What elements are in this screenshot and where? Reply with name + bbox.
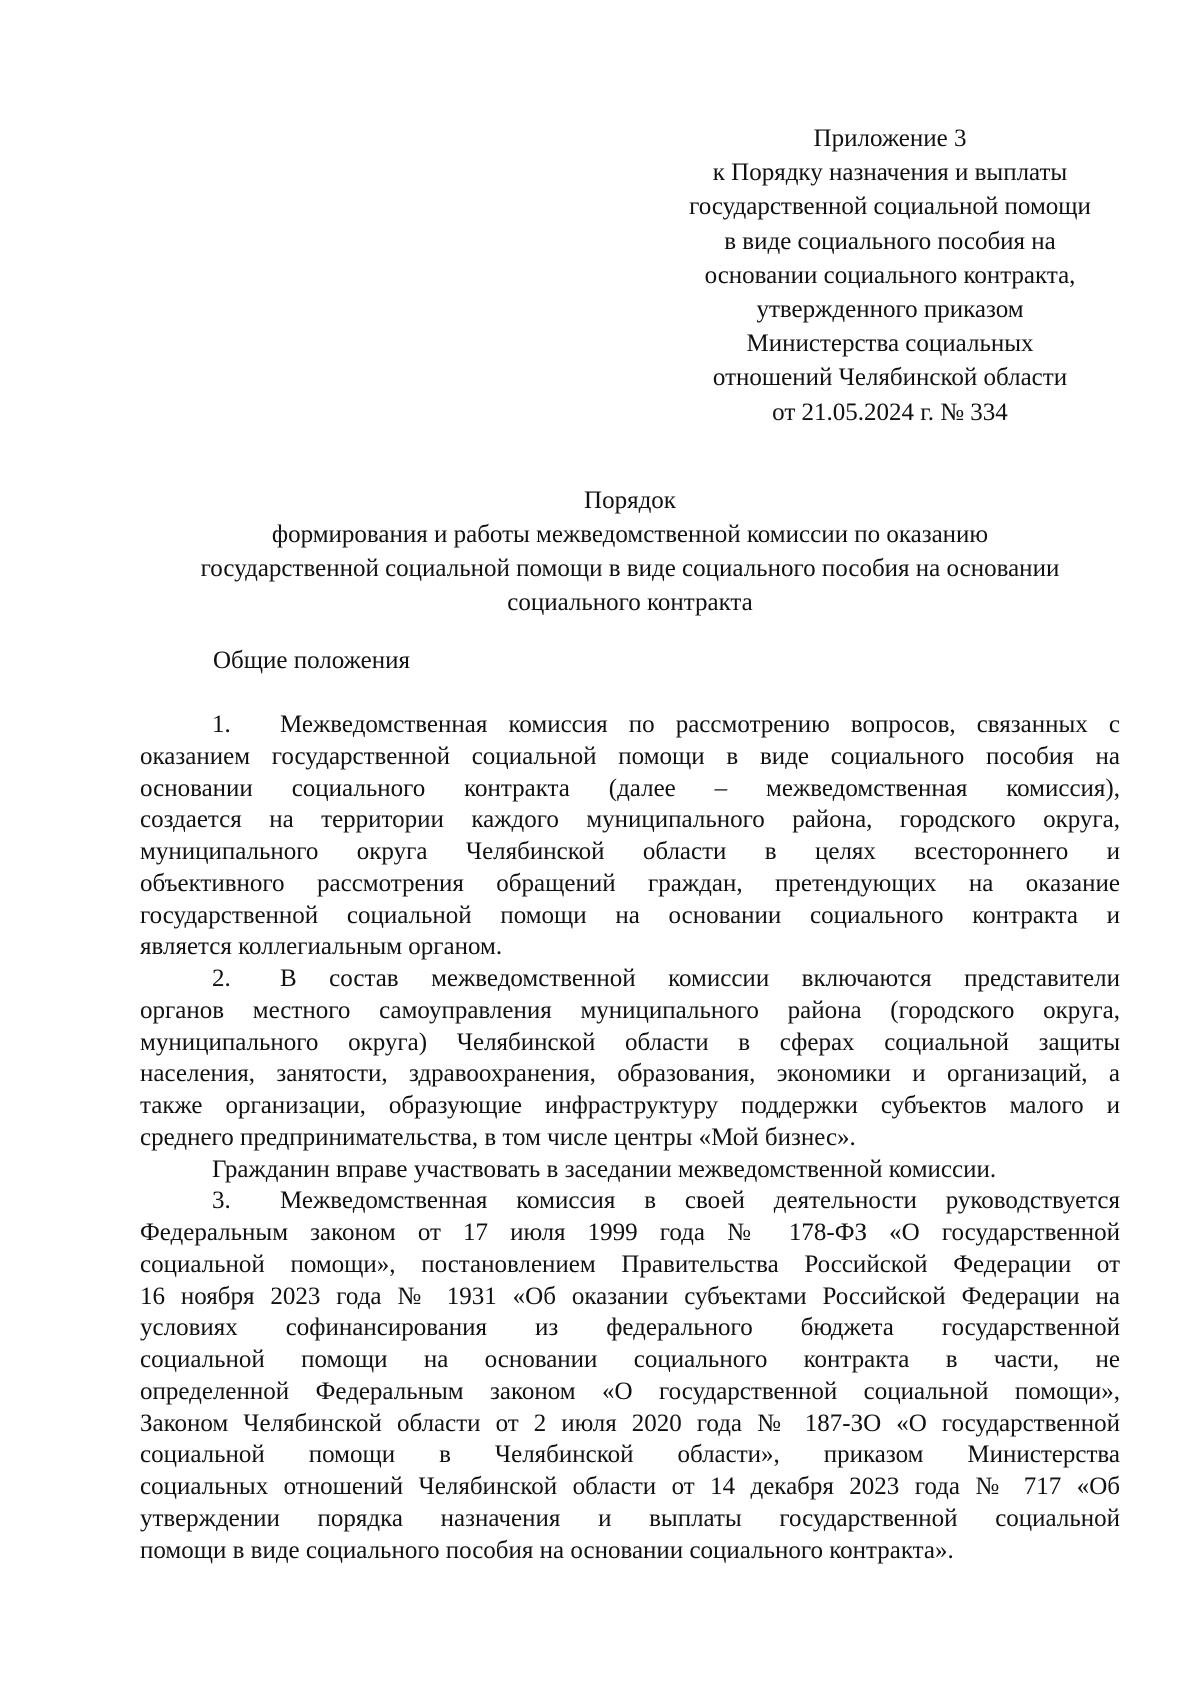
- appendix-line: основании социального контракта,: [704, 261, 1076, 289]
- appendix-line: Приложение 3: [813, 125, 967, 152]
- text-line: создается на территории каждого муниципального района, городского округа,: [140, 806, 1120, 834]
- text-line: среднего предпринимательства, в том числе центры «Мой бизнес».: [140, 1123, 856, 1151]
- text-line: населения, занятости, здравоохранения, образования, экономики и организаций, а: [140, 1060, 1120, 1088]
- text-line: В состав межведомственной комиссии включаются представители: [280, 965, 1120, 992]
- text-line: помощи в виде социального пособия на основании социального контракта».: [140, 1536, 954, 1564]
- text-line: социальной помощи», постановлением Правительства Российской Федерации от: [140, 1250, 1120, 1278]
- paragraph-first-line: [140, 1185, 1120, 1217]
- text-line: государственной социальной помощи на основании социального контракта и: [140, 901, 1120, 929]
- text-line: условиях софинансирования из федерального бюджета государственной: [140, 1314, 1120, 1342]
- text-line: муниципального округа Челябинской области в целях всестороннего и: [140, 838, 1120, 865]
- title-line: формирования и работы межведомственной комиссии по оказанию: [271, 521, 989, 548]
- appendix-line: отношений Челябинской области: [712, 364, 1068, 392]
- text-line: социальных отношений Челябинской области от 14 декабря 2023 года № 717 «Об: [140, 1473, 1120, 1500]
- text-line: социальной помощи на основании социального контракта в части, не: [140, 1346, 1120, 1373]
- text-line: Гражданин вправе участвовать в заседании межведомственной комиссии.: [212, 1155, 997, 1183]
- title-line: государственной социальной помощи в виде социального пособия на основании: [200, 555, 1060, 582]
- appendix-line: государственной социальной помощи: [689, 193, 1091, 221]
- paragraph-number: 3.: [212, 1187, 231, 1215]
- text-line: утверждении порядка назначения и выплаты государственной социальной: [140, 1504, 1120, 1532]
- appendix-line: к Порядку назначения и выплаты: [712, 159, 1068, 187]
- text-line: объективного рассмотрения обращений граждан, претендующих на оказание: [140, 869, 1120, 897]
- text-line: 16 ноября 2023 года № 1931 «Об оказании субъектами Российской Федерации на: [140, 1282, 1120, 1310]
- text-line: также организации, образующие инфраструктуру поддержки субъектов малого и: [140, 1092, 1120, 1119]
- text-line: Межведомственная комиссия в своей деятельности руководствуется: [280, 1187, 1120, 1215]
- text-line: Законом Челябинской области от 2 июля 2020 года № 187-ЗО «О государственной: [140, 1409, 1120, 1437]
- text-line: Межведомственная комиссия по рассмотрению вопросов, связанных с: [280, 711, 1120, 738]
- paragraph-first-line: [140, 963, 1120, 995]
- text-line: оказанием государственной социальной помощи в виде социального пособия на: [140, 742, 1120, 770]
- appendix-header: [660, 122, 1120, 430]
- text-line: социальной помощи в Челябинской области», приказом Министерства: [140, 1441, 1120, 1469]
- section-heading: Общие положения: [213, 647, 410, 674]
- text-line: определенной Федеральным законом «О государственной социальной помощи»,: [140, 1377, 1120, 1405]
- appendix-line: Министерства социальных: [746, 330, 1034, 358]
- text-line: является коллегиальным органом.: [140, 933, 503, 961]
- text-line: основании социального контракта (далее – межведомственная комиссия),: [140, 774, 1120, 802]
- document-body: [140, 709, 1120, 1566]
- appendix-line: в виде социального пособия на: [724, 227, 1056, 255]
- text-line: муниципального округа) Челябинской области в сферах социальной защиты: [140, 1028, 1120, 1056]
- document-title: [140, 484, 1120, 620]
- text-line: органов местного самоуправления муниципального района (городского округа,: [140, 996, 1120, 1024]
- text-line: Федеральным законом от 17 июля 1999 года № 178-ФЗ «О государственной: [140, 1219, 1120, 1246]
- appendix-line: утвержденного приказом: [756, 296, 1024, 324]
- title-line: социального контракта: [507, 589, 753, 616]
- paragraph-number: 2.: [212, 965, 231, 992]
- paragraph-number: 1.: [212, 711, 231, 738]
- paragraph-first-line: [140, 709, 1120, 741]
- appendix-line: от 21.05.2024 г. № 334: [772, 398, 1008, 426]
- title-line: Порядок: [584, 487, 676, 514]
